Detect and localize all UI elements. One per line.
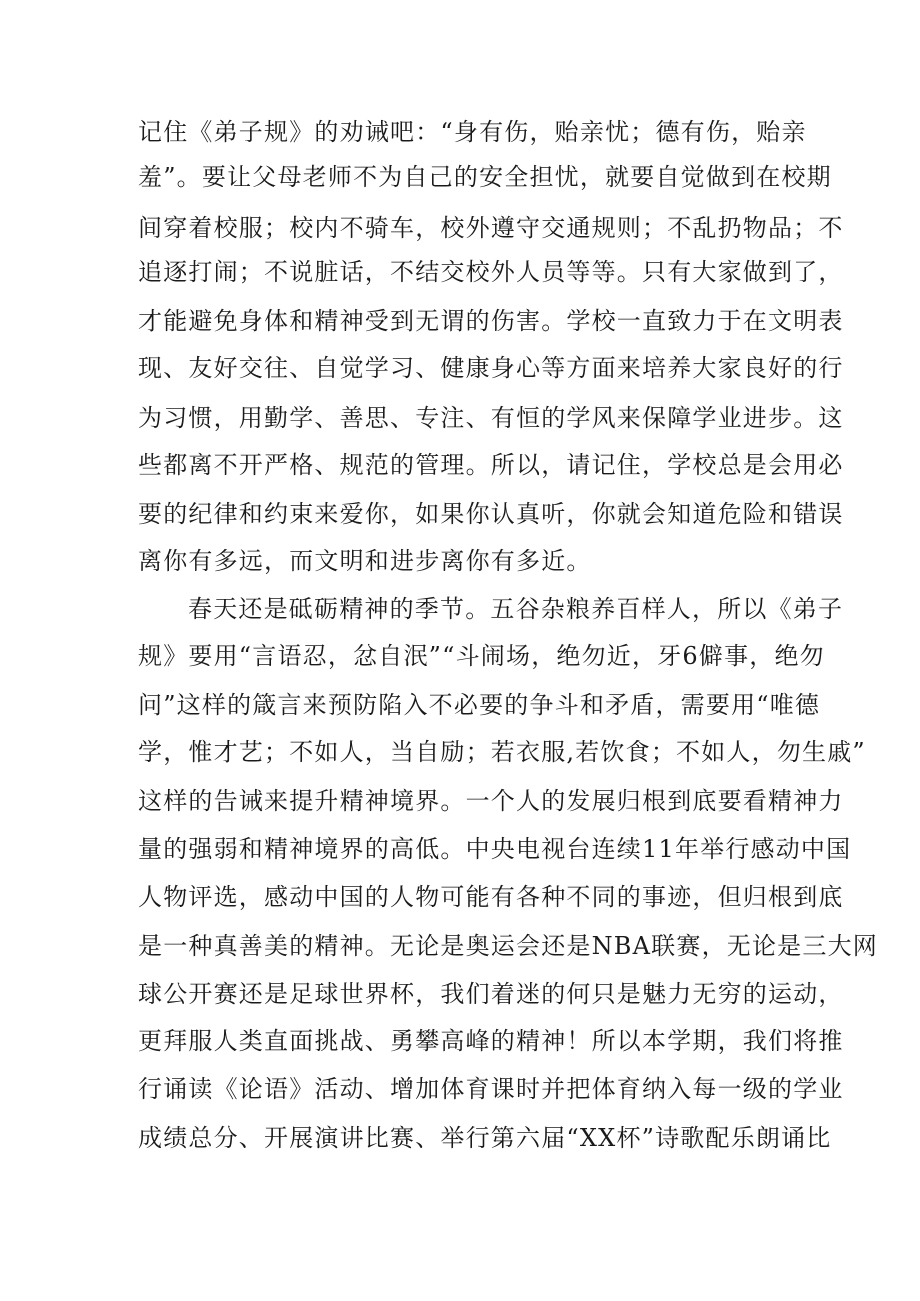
paragraph-2-line-11: 行诵读《论语》活动、增加体育课时并把体育纳入每一级的学业	[138, 1075, 844, 1103]
paragraph-1-line-4: 追逐打闹；不说脏话，不结交校外人员等等。只有大家做到了，	[138, 258, 844, 286]
paragraph-2-line-12: 成绩总分、开展演讲比赛、举行第六届“XX杯”诗歌配乐朗诵比	[138, 1124, 832, 1152]
paragraph-2-line-1: 春天还是砥砺精神的季节。五谷杂粮养百样人，所以《弟子	[188, 595, 844, 623]
paragraph-1-line-7: 为习惯，用勤学、善思、专注、有恒的学风来保障学业进步。这	[138, 404, 844, 432]
paragraph-1-line-6: 现、友好交往、自觉学习、健康身心等方面来培养大家良好的行	[138, 354, 844, 382]
paragraph-1-line-9: 要的纪律和约束来爱你，如果你认真听，你就会知道危险和错误	[138, 500, 844, 528]
paragraph-1-line-5: 才能避免身体和精神受到无谓的伤害。学校一直致力于在文明表	[138, 307, 844, 335]
paragraph-1-line-3: 间穿着校服；校内不骑车，校外遵守交通规则；不乱扔物品；不	[138, 214, 844, 242]
paragraph-2-line-10: 更拜服人类直面挑战、勇攀高峰的精神！所以本学期，我们将推	[138, 1027, 844, 1055]
paragraph-2-line-9: 球公开赛还是足球世界杯，我们着迷的何只是魅力无穷的运动，	[138, 980, 844, 1008]
paragraph-2-line-2: 规》要用“言语忍，忿自泯”“斗闹场，绝勿近，牙6僻事，绝勿	[138, 642, 825, 670]
paragraph-2-line-5: 这样的告诫来提升精神境界。一个人的发展归根到底要看精神力	[138, 787, 844, 815]
paragraph-1-line-8: 些都离不开严格、规范的管理。所以，请记住，学校总是会用必	[138, 451, 844, 479]
paragraph-1-line-2: 羞”。要让父母老师不为自己的安全担忧，就要自觉做到在校期	[138, 163, 832, 191]
paragraph-2-line-8: 是一种真善美的精神。无论是奥运会还是NBA联赛，无论是三大网	[138, 932, 878, 960]
paragraph-2-line-7: 人物评选，感动中国的人物可能有各种不同的事迹，但归根到底	[138, 883, 844, 911]
paragraph-2-line-4: 学，惟才艺；不如人，当自励；若衣服,若饮食；不如人，勿生戚”	[138, 738, 866, 766]
paragraph-2-line-6: 量的强弱和精神境界的高低。中央电视台连续11年举行感动中国	[138, 835, 852, 863]
paragraph-1-line-1: 记住《弟子规》的劝诫吧：“身有伤，贻亲忧；德有伤，贻亲	[138, 118, 807, 146]
paragraph-2-line-3: 问”这样的箴言来预防陷入不必要的争斗和矛盾，需要用“唯德	[138, 691, 821, 719]
paragraph-1-line-10: 离你有多远，而文明和进步离你有多近。	[138, 547, 592, 575]
